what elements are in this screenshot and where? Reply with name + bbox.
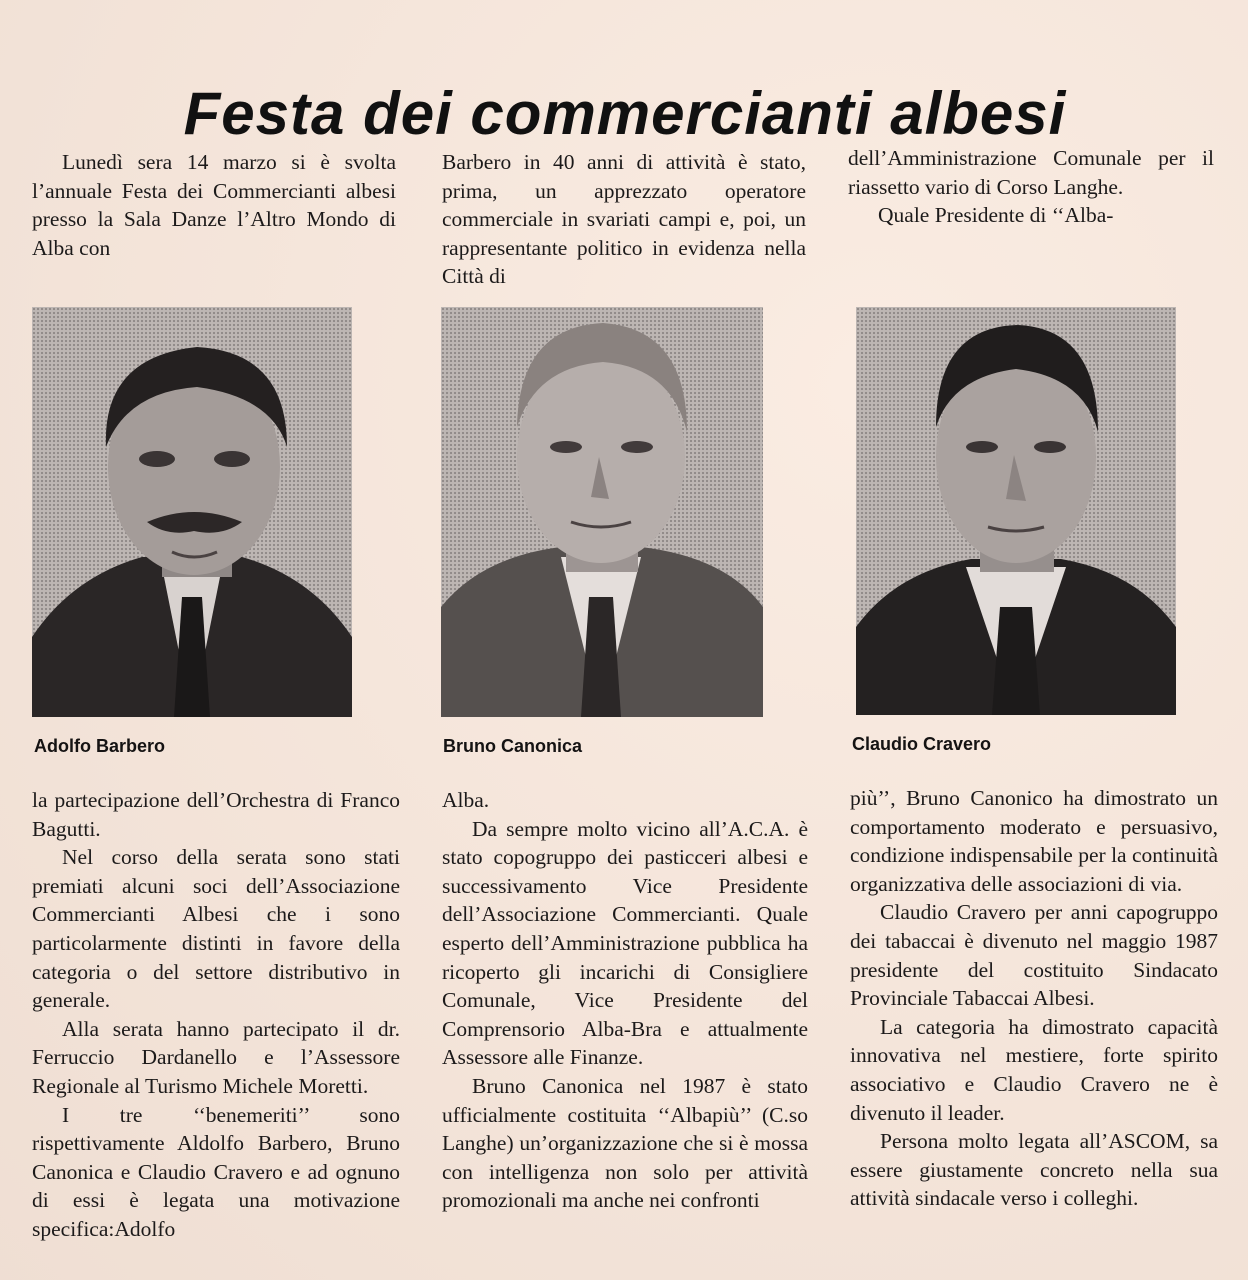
- paragraph: Alba.: [442, 788, 490, 812]
- photo-caption: Adolfo Barbero: [34, 736, 166, 756]
- paragraph: più’’, Bruno Canonico ha dimostrato un comportamento moderato e persuasivo, condizione indispensabile per la continuità organizzativa delle associazioni di via.: [850, 786, 1218, 896]
- paragraph: dell’Amministrazione Comunale per il riassetto vario di Corso Langhe.: [848, 146, 1214, 199]
- portrait-photo-barbero: [32, 307, 352, 717]
- paragraph: Quale Presidente di ‘‘Alba-: [878, 203, 1114, 228]
- portrait-image: [856, 307, 1176, 715]
- paragraph: Alla serata hanno partecipato il dr. Ferruccio Dardanello e l’Assessore Regionale al Turismo Michele Moretti.: [32, 1016, 400, 1098]
- paragraph: Lunedì sera 14 marzo si è svolta l’annuale Festa dei Commercianti albesi presso la Sala Danze l’Altro Mondo di Alba con: [32, 150, 396, 260]
- portrait-photo-cravero: [856, 307, 1176, 715]
- photo-caption: Claudio Cravero: [852, 734, 992, 754]
- paragraph: Barbero in 40 anni di attività è stato, prima, un apprezzato operatore commerciale in svariati campi e, poi, un rappresentante politico in evidenza nella Città di: [442, 150, 806, 289]
- body-column-2: [442, 786, 808, 1215]
- paragraph: Claudio Cravero per anni capogruppo dei tabaccai è divenuto nel maggio 1987 presidente del costituito Sindacato Provinciale Tabaccai Albesi.: [850, 900, 1218, 1011]
- paragraph: Persona molto legata all’ASCOM, sa essere giustamente concreto nella sua attività sindacale verso i colleghi.: [850, 1129, 1218, 1211]
- portrait-photo-canonica: [441, 307, 763, 717]
- paragraph: Nel corso della serata sono stati premiati alcuni soci dell’Associazione Commercianti Albesi che i sono particolarmente distinti in favore della categoria o del settore distributivo in generale.: [32, 845, 400, 1013]
- paragraph: I tre ‘‘benemeriti’’ sono rispettivamente Aldolfo Barbero, Bruno Canonica e Claudio Cravero e ad ognuno di essi è legata una motivazione specifica:Adolfo: [32, 1102, 400, 1241]
- body-column-1: [32, 786, 400, 1244]
- body-column-3: [850, 784, 1218, 1213]
- paragraph: Bruno Canonica nel 1987 è stato ufficialmente costituita ‘‘Albapiù’’ (C.so Langhe) un’organizzazione che si è mossa con intelligenza non solo per attività promozionali ma anche nei confronti: [442, 1073, 808, 1213]
- intro-column-1: [32, 148, 396, 262]
- portrait-image: [441, 307, 763, 717]
- headline: Festa dei commercianti albesi: [183, 80, 1067, 148]
- intro-column-3: [848, 144, 1214, 230]
- portrait-image: [32, 307, 352, 717]
- paragraph: La categoria ha dimostrato capacità innovativa nel mestiere, forte spirito associativo e Claudio Cravero ne è divenuto il leader.: [850, 1014, 1218, 1125]
- paragraph: Da sempre molto vicino all’A.C.A. è stato copogruppo dei pasticceri albesi e successivamento Vice Presidente dell’Associazione Commercianti. Quale esperto dell’Amministrazione pubblica ha ricoperto gli incarichi di Consigliere Comunale, Vice Presidente del Comprensorio Alba-Bra e attualmente Assessore alle Finanze.: [442, 816, 808, 1070]
- photo-caption: Bruno Canonica: [443, 736, 583, 756]
- paragraph: la partecipazione dell’Orchestra di Franco Bagutti.: [32, 788, 400, 841]
- intro-column-2: [442, 148, 806, 291]
